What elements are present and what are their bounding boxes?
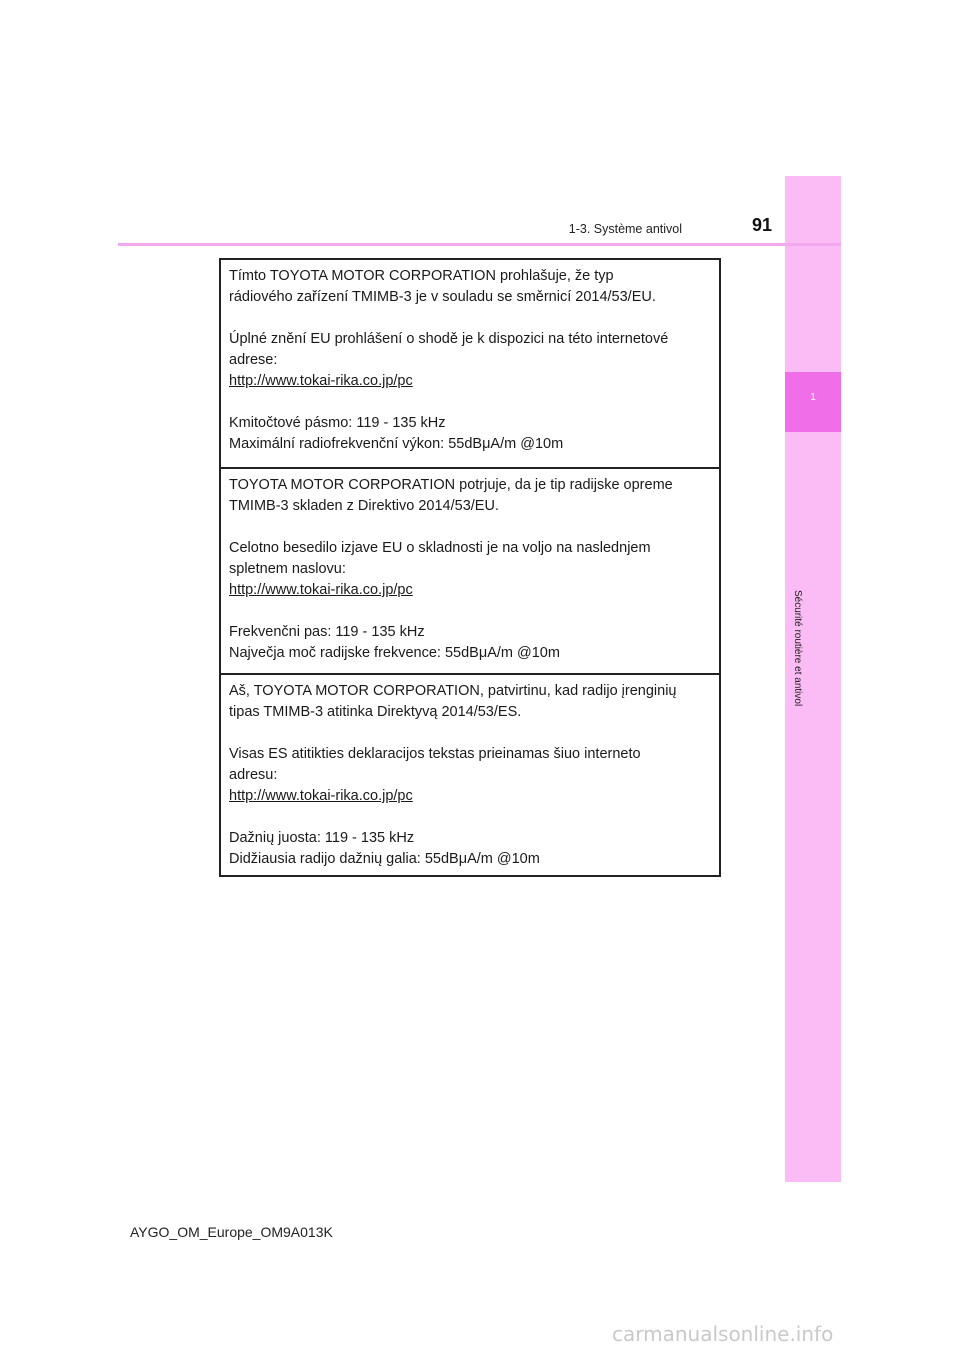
availability-line-1: Úplné znění EU prohlášení o shodě je k dispozici na této internetové <box>229 331 669 347</box>
declaration-line-1: Aš, TOYOTA MOTOR CORPORATION, patvirtinu, kad radijo įrenginių <box>229 683 677 699</box>
notice-lithuanian <box>221 673 719 875</box>
availability-line-1: Celotno besedilo izjave EU o skladnosti je na voljo na naslednjem <box>229 540 651 556</box>
declaration-line-1: Tímto TOYOTA MOTOR CORPORATION prohlašuje, že typ <box>229 268 614 284</box>
chapter-title <box>792 590 803 610</box>
notice-czech <box>221 260 719 467</box>
availability-line-2: spletnem naslovu: <box>229 561 346 577</box>
frequency-band: Dažnių juosta: 119 - 135 kHz <box>229 830 415 846</box>
chapter-number: 1 <box>810 392 816 403</box>
section-title: 1-3. Système antivol <box>568 222 682 236</box>
page-number: 91 <box>751 215 772 235</box>
declaration-line-2: tipas TMIMB-3 atitinka Direktyvą 2014/53/ES. <box>229 704 522 720</box>
frequency-band: Kmitočtové pásmo: 119 - 135 kHz <box>229 415 446 431</box>
declaration-line-1: TOYOTA MOTOR CORPORATION potrjuje, da je tip radijske opreme <box>229 477 673 493</box>
declaration-url-link[interactable]: http://www.tokai-rika.co.jp/pc <box>229 582 413 598</box>
regulatory-notice-box <box>219 258 721 877</box>
availability-line-1: Visas ES atitikties deklaracijos tekstas prieinamas šiuo interneto <box>229 746 641 762</box>
availability-line-2: adresu: <box>229 767 278 783</box>
header-divider <box>118 243 841 246</box>
max-power: Maximální radiofrekvenční výkon: 55dBμA/m @10m <box>229 436 564 452</box>
declaration-line-2: TMIMB-3 skladen z Direktivo 2014/53/EU. <box>229 498 499 514</box>
document-code: AYGO_OM_Europe_OM9A013K <box>130 1224 333 1240</box>
notice-slovenian <box>221 467 719 673</box>
frequency-band: Frekvenčni pas: 119 - 135 kHz <box>229 624 425 640</box>
availability-line-2: adrese: <box>229 352 278 368</box>
max-power: Didžiausia radijo dažnių galia: 55dBμA/m @10m <box>229 851 540 867</box>
declaration-line-2: rádiového zařízení TMIMB-3 je v souladu se směrnicí 2014/53/EU. <box>229 289 656 305</box>
max-power: Največja moč radijske frekvence: 55dBμA/m @10m <box>229 645 560 661</box>
declaration-url-link[interactable]: http://www.tokai-rika.co.jp/pc <box>229 788 413 804</box>
watermark: carmanualsonline.info <box>612 1322 834 1346</box>
declaration-url-link[interactable]: http://www.tokai-rika.co.jp/pc <box>229 373 413 389</box>
